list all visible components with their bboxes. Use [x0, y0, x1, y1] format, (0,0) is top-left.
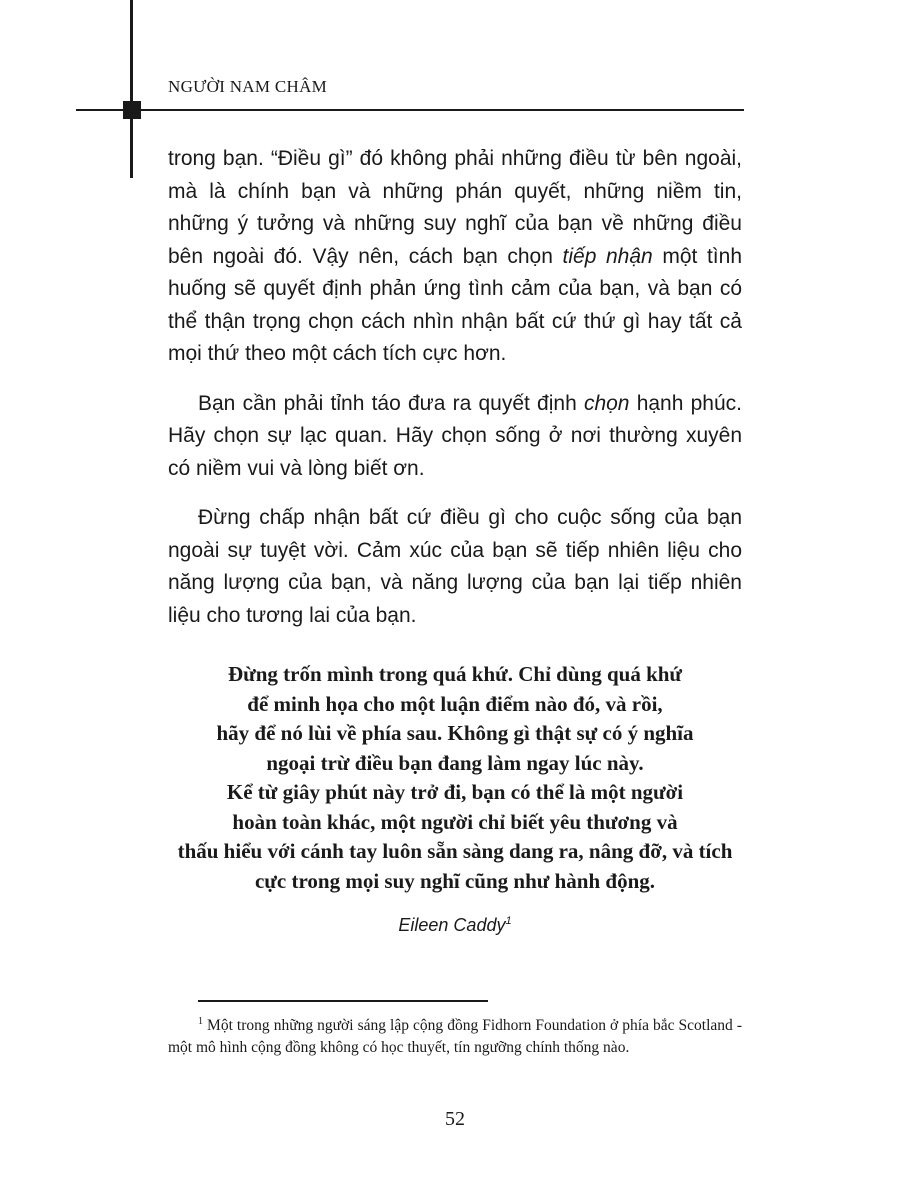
paragraph-2-part-2: hạnh phúc. Hãy chọn sự lạc quan. Hãy chọn sống ở nơi thường xuyên có niềm vui và lòng biết ơn. — [168, 391, 742, 480]
quote-line: cực trong mọi suy nghĩ cũng như hành động. — [254, 868, 655, 893]
header-rule — [76, 109, 744, 111]
quote-line: hoàn toàn khác, một người chỉ biết yêu thương và — [232, 809, 678, 834]
running-head-title: NGƯỜI NAM CHÂM — [168, 77, 328, 96]
paragraph-2 — [168, 388, 742, 486]
footnote-marker: 1 — [198, 1015, 203, 1027]
paragraph-1-part-2: một tình huống sẽ quyết định phản ứng tình cảm của bạn, và bạn có thể thận trọng chọn cách nhìn nhận bất cứ thứ gì hay tất cả mọi thứ theo một cách tích cực hơn. — [168, 244, 742, 365]
quote-line: ngoại trừ điều bạn đang làm ngay lúc này. — [266, 750, 644, 775]
quote-line: để minh họa cho một luận điểm nào đó, và rồi, — [247, 691, 663, 716]
crop-mark-vertical-line — [130, 0, 133, 178]
quote-line: Đừng trốn mình trong quá khứ. Chỉ dùng quá khứ — [227, 662, 683, 686]
pull-quote — [140, 660, 770, 896]
body-text — [168, 143, 742, 649]
footnote-rule — [198, 1000, 488, 1002]
quote-author: Eileen Caddy — [398, 915, 506, 935]
paragraph-1-part-1: trong bạn. “Điều gì” đó không phải những điều từ bên ngoài, mà là chính bạn và những phán quyết, những niềm tin, những ý tưởng và những suy nghĩ của bạn về những điều bên ngoài đó. Vậy nên, cách bạn chọn — [168, 147, 742, 268]
quote-line: Kể từ giây phút này trở đi, bạn có thể là một người — [226, 780, 684, 804]
paragraph-3: Đừng chấp nhận bất cứ điều gì cho cuộc sống của bạn ngoài sự tuyệt vời. Cảm xúc của bạn sẽ tiếp nhiên liệu cho năng lượng của bạn, và năng lượng của bạn lại tiếp nhiên liệu cho tương lai của bạn. — [168, 506, 742, 627]
paragraph-2-emphasis: chọn — [583, 391, 630, 415]
paragraph-1 — [168, 143, 742, 371]
crop-mark-square — [123, 101, 141, 119]
page-number: 52 — [445, 1108, 465, 1130]
footnote-reference-marker: 1 — [505, 915, 512, 927]
footnote-text: Một trong những người sáng lập cộng đồng Fidhorn Foundation ở phía bắc Scotland - một mô hình cộng đồng không có học thuyết, tín ngưỡng chính thống nào. — [168, 1017, 742, 1056]
footnote — [168, 1015, 742, 1059]
quote-attribution — [140, 912, 770, 938]
paragraph-2-part-1: Bạn cần phải tỉnh táo đưa ra quyết định — [198, 391, 584, 415]
quote-line: thấu hiểu với cánh tay luôn sẵn sàng dang ra, nâng đỡ, và tích — [177, 839, 733, 863]
quote-line: hãy để nó lùi về phía sau. Không gì thật sự có ý nghĩa — [216, 721, 694, 745]
paragraph-1-emphasis: tiếp nhận — [562, 244, 653, 268]
